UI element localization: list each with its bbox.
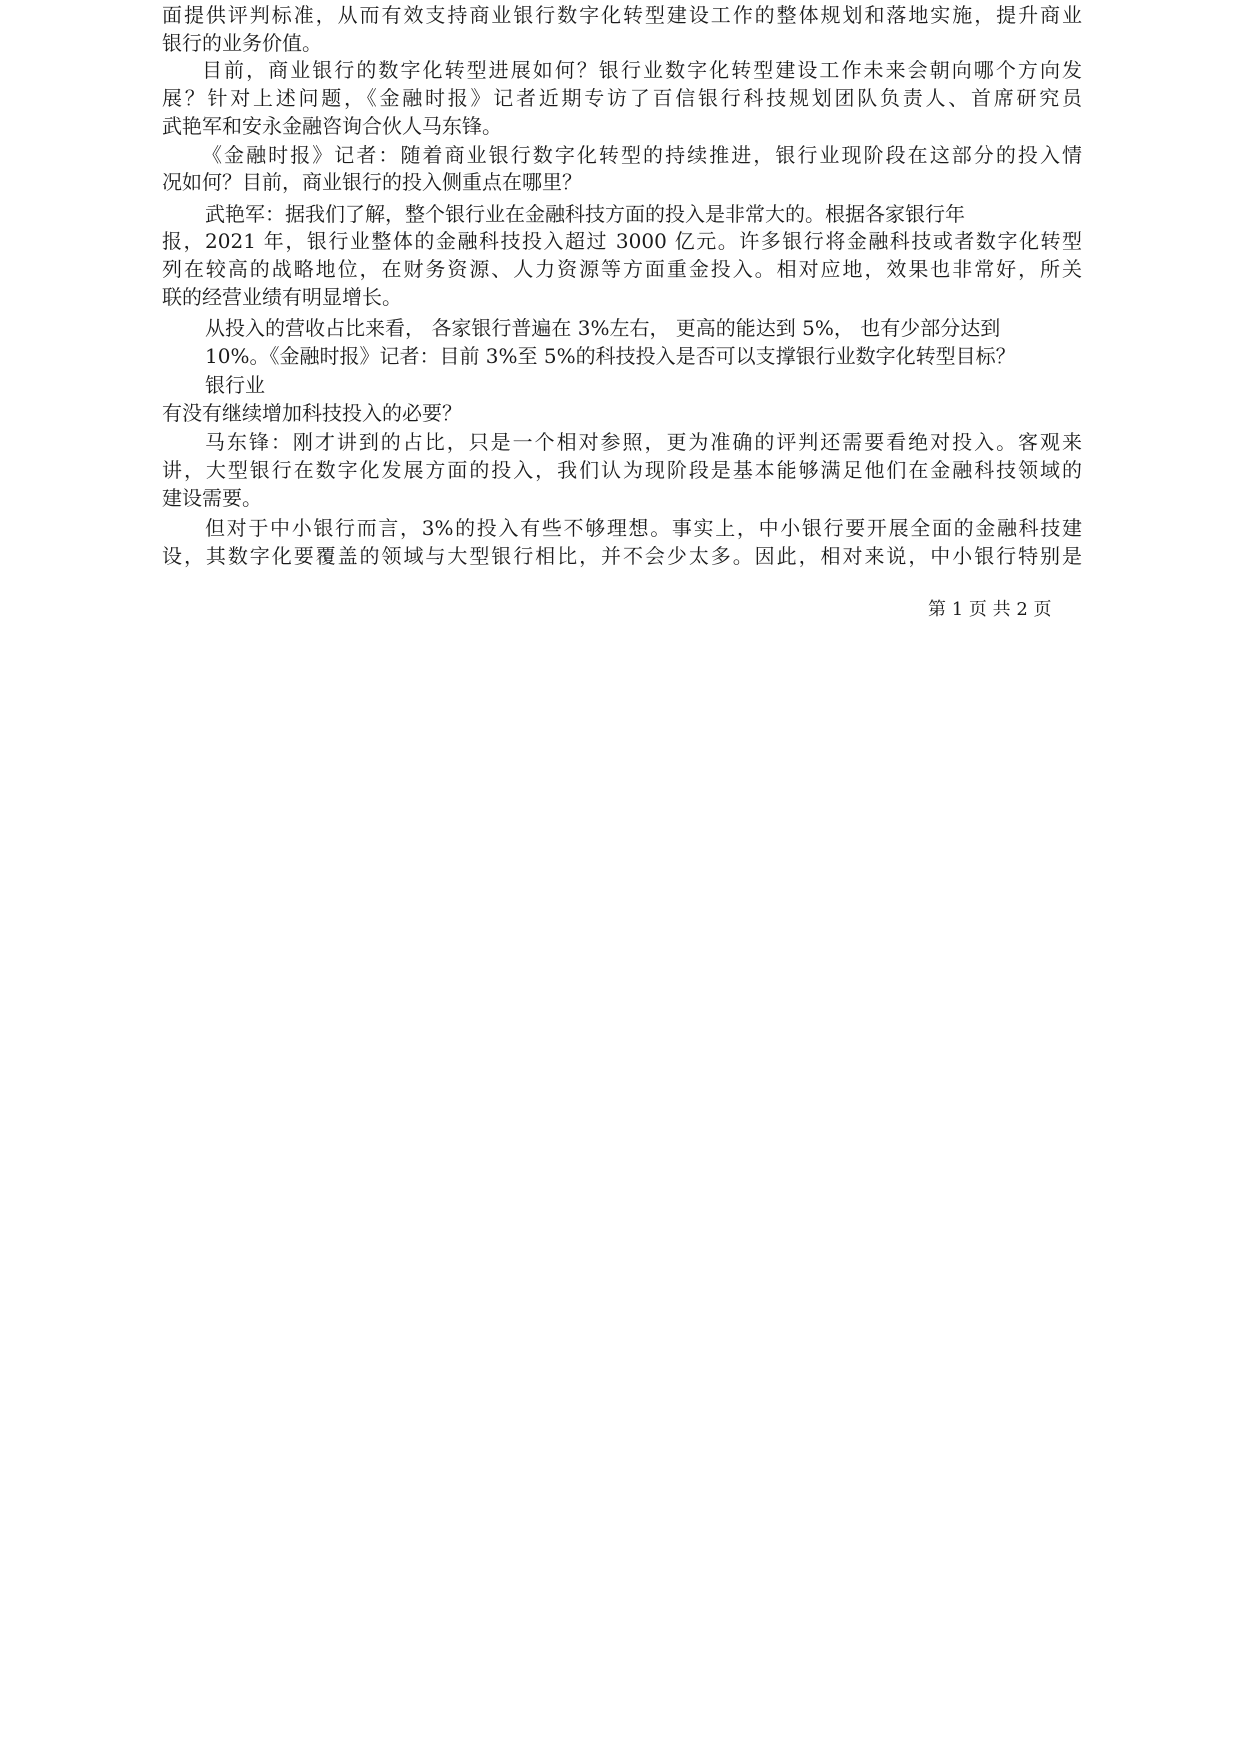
paragraph-line: 报，2021 年，银行业整体的金融科技投入超过 3000 亿元。许多银行将金融科技或者数字化转型 — [162, 229, 1082, 253]
paragraph-line: 马东锋：刚才讲到的占比，只是一个相对参照，更为准确的评判还需要看绝对投入。客观来 — [205, 430, 1082, 454]
page-indicator: 第 1 页 共 2 页 — [928, 599, 1052, 620]
paragraph-line: 况如何？目前，商业银行的投入侧重点在哪里？ — [162, 170, 582, 194]
paragraph-line: 武艳军：据我们了解，整个银行业在金融科技方面的投入是非常大的。根据各家银行年 — [205, 202, 965, 226]
paragraph-line: 讲，大型银行在数字化发展方面的投入，我们认为现阶段是基本能够满足他们在金融科技领域的 — [162, 458, 1082, 482]
paragraph-line: 目前，商业银行的数字化转型进展如何？银行业数字化转型建设工作未来会朝向哪个方向发 — [202, 58, 1082, 82]
paragraph-line: 银行的业务价值。 — [162, 31, 322, 55]
paragraph-line: 《金融时报》记者：随着商业银行数字化转型的持续推进，银行业现阶段在这部分的投入情 — [202, 143, 1082, 167]
paragraph-line: 从投入的营收占比来看， 各家银行普遍在 3%左右， 更高的能达到 5%， 也有少部分达到 — [205, 316, 1001, 340]
paragraph-line: 建设需要。 — [162, 486, 262, 510]
paragraph-line: 银行业 — [205, 373, 265, 397]
paragraph-line: 10%。《金融时报》记者：目前 3%至 5%的科技投入是否可以支撑银行业数字化转型目标？ — [205, 344, 1016, 368]
paragraph-line: 有没有继续增加科技投入的必要？ — [162, 401, 462, 425]
paragraph-line: 设，其数字化要覆盖的领域与大型银行相比，并不会少太多。因此，相对来说，中小银行特别是 — [162, 544, 1082, 568]
paragraph-line: 联的经营业绩有明显增长。 — [162, 285, 402, 309]
paragraph-line: 面提供评判标准，从而有效支持商业银行数字化转型建设工作的整体规划和落地实施，提升商业 — [162, 3, 1082, 27]
paragraph-line: 武艳军和安永金融咨询合伙人马东锋。 — [162, 114, 502, 138]
paragraph-line: 但对于中小银行而言，3%的投入有些不够理想。事实上，中小银行要开展全面的金融科技建 — [205, 516, 1082, 540]
paragraph-line: 展？针对上述问题，《金融时报》记者近期专访了百信银行科技规划团队负责人、首席研究员 — [162, 86, 1082, 110]
paragraph-line: 列在较高的战略地位，在财务资源、人力资源等方面重金投入。相对应地，效果也非常好，所关 — [162, 257, 1082, 281]
